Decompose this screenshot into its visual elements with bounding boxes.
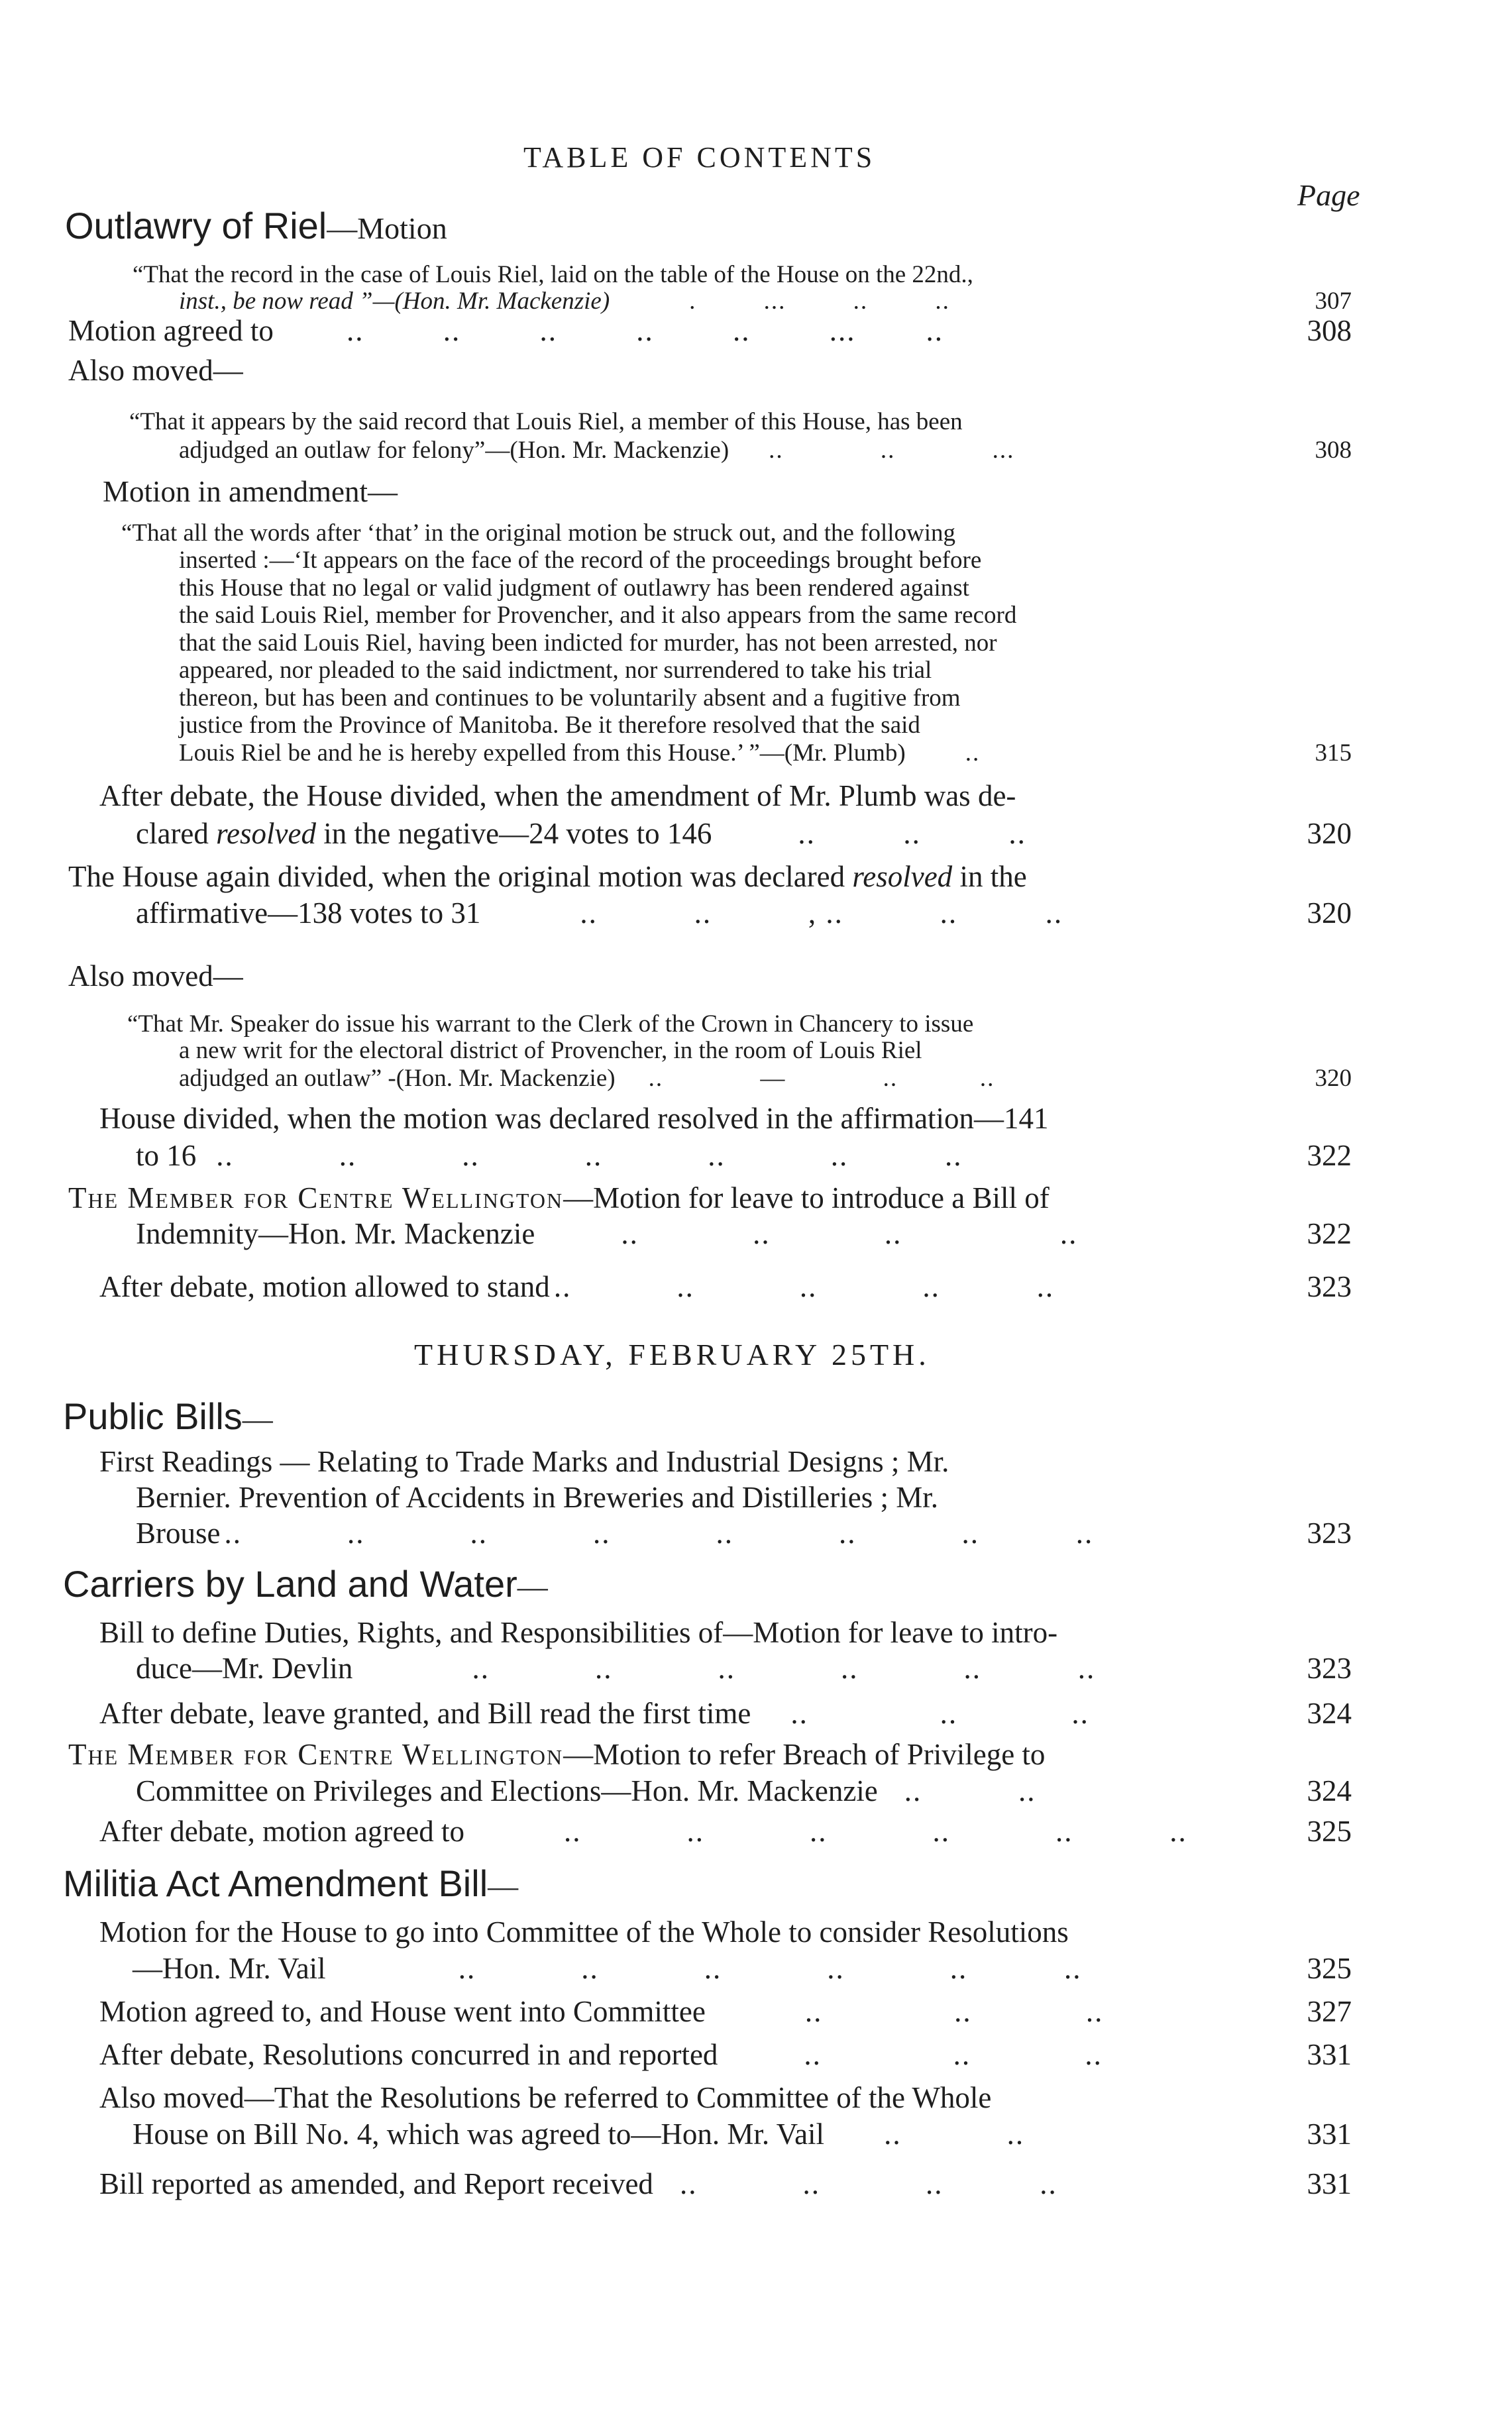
- toc-entry: [68, 859, 1027, 894]
- quote-line: [179, 436, 1014, 464]
- toc-entry: After debate, the House divided, when the amendment of Mr. Plumb was de-: [99, 779, 1016, 812]
- amendment-line: “That all the words after ‘that’ in the original motion be struck out, and the following: [121, 519, 956, 547]
- section-subtitle: —: [242, 1402, 273, 1436]
- section-title: Militia Act Amendment Bill: [63, 1862, 488, 1904]
- amendment-line: appeared, nor pleaded to the said indictment, nor surrendered to take his trial: [179, 657, 932, 684]
- leader-dots: .. .. .. .. ..: [553, 1270, 1055, 1303]
- entry-text: clared: [136, 817, 217, 850]
- amendment-line: that the said Louis Riel, having been indicted for murder, has not been arrested, nor: [179, 629, 997, 657]
- page-number: 331: [1307, 2167, 1352, 2200]
- toc-entry: [99, 2167, 1057, 2201]
- leader-dots: .. .. .. .. .. .. .. ..: [224, 1517, 1094, 1550]
- leader-dots: .. .. ..: [804, 2038, 1103, 2071]
- page-number: 324: [1307, 1697, 1352, 1730]
- toc-entry: [99, 1269, 1054, 1304]
- section-heading-public-bills: [63, 1395, 273, 1438]
- toc-entry: [99, 1814, 1187, 1849]
- member-heading: The Member for Centre Wellington: [68, 1738, 564, 1771]
- toc-entry: [68, 313, 944, 348]
- entry-text: affirmative—138 votes to 31: [136, 896, 481, 930]
- entry-text: Brouse: [136, 1517, 221, 1550]
- page-number: 323: [1307, 1517, 1352, 1550]
- page-number: 323: [1307, 1270, 1352, 1303]
- page-title: TABLE OF CONTENTS: [523, 141, 876, 174]
- entry-text: After debate, motion allowed to stand: [99, 1270, 550, 1303]
- amendment-line: the said Louis Riel, member for Provencher, and it also appears from the same record: [179, 602, 1017, 629]
- member-heading: The Member for Centre Wellington: [68, 1181, 564, 1214]
- toc-entry: [136, 896, 1063, 930]
- toc-entry: Bernier. Prevention of Accidents in Breweries and Distilleries ; Mr.: [136, 1481, 938, 1514]
- section-title: Public Bills: [63, 1395, 243, 1437]
- page-number: 315: [1315, 739, 1352, 767]
- entry-text: Motion agreed to, and House went into Committee: [99, 1995, 706, 2028]
- toc-entry: [136, 816, 1026, 851]
- leader-dots: .. .. .. .. .. ... ..: [346, 314, 944, 347]
- entry-text: duce—Mr. Devlin: [136, 1652, 353, 1685]
- section-heading-outlawry: [65, 204, 447, 247]
- page-number: 327: [1307, 1995, 1352, 2028]
- entry-text: —Motion for leave to introduce a Bill of: [563, 1181, 1050, 1214]
- entry-text: to 16: [136, 1139, 197, 1172]
- quote-line: “That it appears by the said record that Louis Riel, a member of this House, has been: [129, 408, 963, 435]
- entry-text: —Hon. Mr. Vail: [133, 1952, 326, 1985]
- leader-dots: .. .. ..: [798, 817, 1026, 850]
- leader-dots: .. .. , .. .. ..: [580, 896, 1063, 930]
- toc-entry: [136, 1138, 963, 1173]
- page-number: 308: [1307, 314, 1352, 347]
- day-heading: THURSDAY, FEBRUARY 25TH.: [414, 1338, 930, 1371]
- page-number: 307: [1315, 288, 1352, 315]
- entry-text: After debate, motion agreed to: [99, 1815, 465, 1848]
- toc-entry: [99, 2037, 1103, 2072]
- page-number: 331: [1307, 2038, 1352, 2071]
- toc-entry: Motion for the House to go into Committee of the Whole to consider Resolutions: [99, 1915, 1069, 1949]
- sub-heading: Motion in amendment—: [103, 475, 398, 508]
- section-subtitle: —Motion: [327, 211, 447, 245]
- page-number: 308: [1315, 437, 1352, 464]
- toc-entry: [68, 1181, 1050, 1215]
- quote-text: adjudged an outlaw” -(Hon. Mr. Mackenzie): [179, 1065, 616, 1092]
- leader-dots: .. .. .. ..: [679, 2167, 1057, 2200]
- entry-text: in the negative—24 votes to 146: [315, 817, 712, 850]
- section-subtitle: —: [488, 1869, 519, 1903]
- quote-line: [179, 1064, 995, 1093]
- page-number: 323: [1307, 1652, 1352, 1685]
- sub-heading: Also moved—: [68, 959, 243, 993]
- page-number: 331: [1307, 2118, 1352, 2151]
- quote-line: “That Mr. Speaker do issue his warrant to the Clerk of the Crown in Chancery to issue: [127, 1010, 974, 1038]
- leader-dots: .. .. ..: [804, 1995, 1104, 2028]
- page-number: 324: [1307, 1774, 1352, 1807]
- leader-dots: . ... .. ..: [689, 288, 950, 315]
- toc-entry: [136, 1651, 1095, 1686]
- quote-line: a new writ for the electoral district of Provencher, in the room of Louis Riel: [179, 1037, 922, 1064]
- quote-line: [179, 287, 950, 315]
- amendment-text: Louis Riel be and he is hereby expelled from this House.’ ”—(Mr. Plumb): [179, 739, 906, 767]
- leader-dots: .. .. .. ..: [621, 1217, 1078, 1250]
- toc-entry: [136, 1216, 1077, 1251]
- toc-entry: [136, 1516, 1093, 1550]
- section-title: Outlawry of Riel: [65, 205, 327, 246]
- entry-text: Indemnity—Hon. Mr. Mackenzie: [136, 1217, 535, 1250]
- entry-text: The House again divided, when the original motion was declared: [68, 860, 853, 893]
- leader-dots: .. ..: [884, 2118, 1025, 2151]
- leader-dots: .. — .. ..: [648, 1065, 995, 1092]
- leader-dots: .. .. .. .. .. ..: [472, 1652, 1096, 1685]
- entry-text: Motion agreed to: [68, 314, 274, 347]
- toc-entry: Also moved—That the Resolutions be referred to Committee of the Whole: [99, 2081, 992, 2114]
- page-number: 325: [1307, 1952, 1352, 1985]
- leader-dots: ..: [965, 739, 981, 767]
- page-column-label: Page: [1297, 178, 1360, 212]
- page-number: 322: [1307, 1139, 1352, 1172]
- toc-entry: First Readings — Relating to Trade Marks and Industrial Designs ; Mr.: [99, 1445, 949, 1478]
- toc-entry: [99, 1696, 1089, 1731]
- entry-text: Committee on Privileges and Elections—Hon. Mr. Mackenzie: [136, 1774, 878, 1807]
- toc-entry: House divided, when the motion was declared resolved in the affirmation—141: [99, 1102, 1049, 1135]
- toc-entry: [133, 2117, 1024, 2151]
- page-number: 320: [1315, 1065, 1352, 1092]
- leader-dots: .. ..: [904, 1774, 1036, 1807]
- leader-dots: .. .. ...: [769, 437, 1015, 464]
- entry-text: After debate, Resolutions concurred in and reported: [99, 2038, 718, 2071]
- page-number: 320: [1307, 896, 1352, 930]
- amendment-line: this House that no legal or valid judgment of outlawry has been rendered against: [179, 574, 969, 602]
- toc-entry: [99, 1994, 1103, 2029]
- toc-entry: [68, 1737, 1045, 1772]
- leader-dots: .. .. ..: [790, 1697, 1089, 1730]
- page-number: 322: [1307, 1217, 1352, 1250]
- entry-text-italic: resolved: [852, 860, 953, 893]
- page-number: 325: [1307, 1815, 1352, 1848]
- quote-line: “That the record in the case of Louis Riel, laid on the table of the House on the 22nd.,: [133, 261, 973, 288]
- sub-heading: Also moved—: [68, 354, 243, 387]
- section-heading-militia: [63, 1862, 518, 1905]
- entry-text-italic: resolved: [216, 817, 316, 850]
- leader-dots: .. .. .. .. .. ..: [564, 1815, 1187, 1848]
- quote-text: inst., be now read ”—(Hon. Mr. Mackenzie): [179, 288, 610, 315]
- amendment-line: inserted :—‘It appears on the face of the record of the proceedings brought before: [179, 547, 982, 574]
- section-subtitle: —: [517, 1570, 548, 1603]
- amendment-line: thereon, but has been and continues to be voluntarily absent and a fugitive from: [179, 684, 961, 712]
- entry-text: After debate, leave granted, and Bill read the first time: [99, 1697, 751, 1730]
- toc-entry: [133, 1951, 1081, 1986]
- section-heading-carriers: [63, 1562, 548, 1605]
- leader-dots: .. .. .. .. .. .. ..: [216, 1139, 963, 1172]
- toc-entry: [136, 1774, 1036, 1808]
- amendment-line: justice from the Province of Manitoba. Be it therefore resolved that the said: [179, 712, 920, 739]
- toc-entry: Bill to define Duties, Rights, and Responsibilities of—Motion for leave to intro-: [99, 1616, 1058, 1649]
- entry-text: House on Bill No. 4, which was agreed to—Hon. Mr. Vail: [133, 2118, 825, 2151]
- entry-text: Bill reported as amended, and Report received: [99, 2167, 653, 2200]
- section-title: Carriers by Land and Water: [63, 1563, 517, 1605]
- leader-dots: .. .. .. .. .. ..: [458, 1952, 1082, 1985]
- entry-text: in the: [952, 860, 1027, 893]
- page-number: 320: [1307, 817, 1352, 850]
- quote-text: adjudged an outlaw for felony”—(Hon. Mr. Mackenzie): [179, 437, 729, 464]
- amendment-line: [179, 739, 980, 767]
- entry-text: —Motion to refer Breach of Privilege to: [563, 1738, 1046, 1771]
